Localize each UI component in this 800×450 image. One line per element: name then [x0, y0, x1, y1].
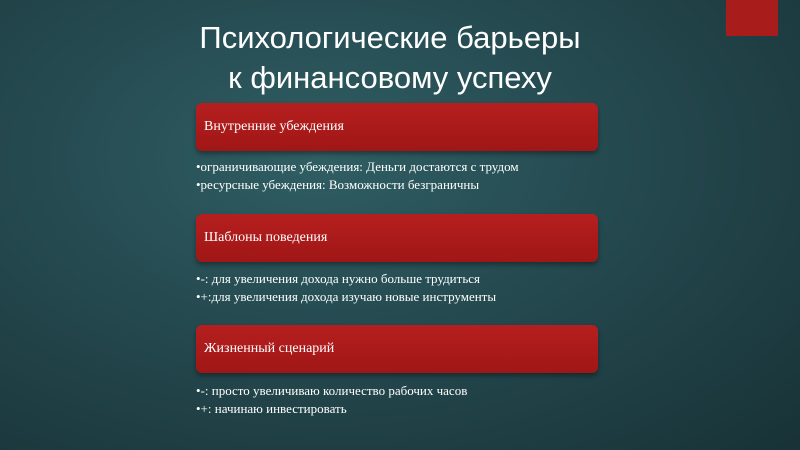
section-header-beliefs: Внутренние убеждения	[196, 103, 598, 151]
section-header-behavior: Шаблоны поведения	[196, 214, 598, 262]
bullet-item: •-: просто увеличиваю количество рабочих часов	[196, 383, 468, 398]
bullet-item: •-: для увеличения дохода нужно больше трудиться	[196, 271, 481, 286]
bullet-item: •+: начинаю инвестировать	[196, 401, 347, 416]
section-body-scenario	[196, 382, 598, 418]
section-body-beliefs	[196, 158, 598, 194]
bullet-item: •+:для увеличения дохода изучаю новые инструменты	[196, 289, 497, 304]
section-body-behavior	[196, 270, 598, 306]
slide-title	[0, 18, 780, 98]
bullet-item: •ограничивающие убеждения: Деньги достаются с трудом	[196, 159, 519, 174]
section-header-scenario: Жизненный сценарий	[196, 325, 598, 373]
bullet-item: •ресурсные убеждения: Возможности безграничны	[196, 177, 480, 192]
slide-title-line-1: Психологические барьеры	[199, 20, 581, 55]
slide-title-line-2: к финансовому успеху	[228, 60, 552, 95]
